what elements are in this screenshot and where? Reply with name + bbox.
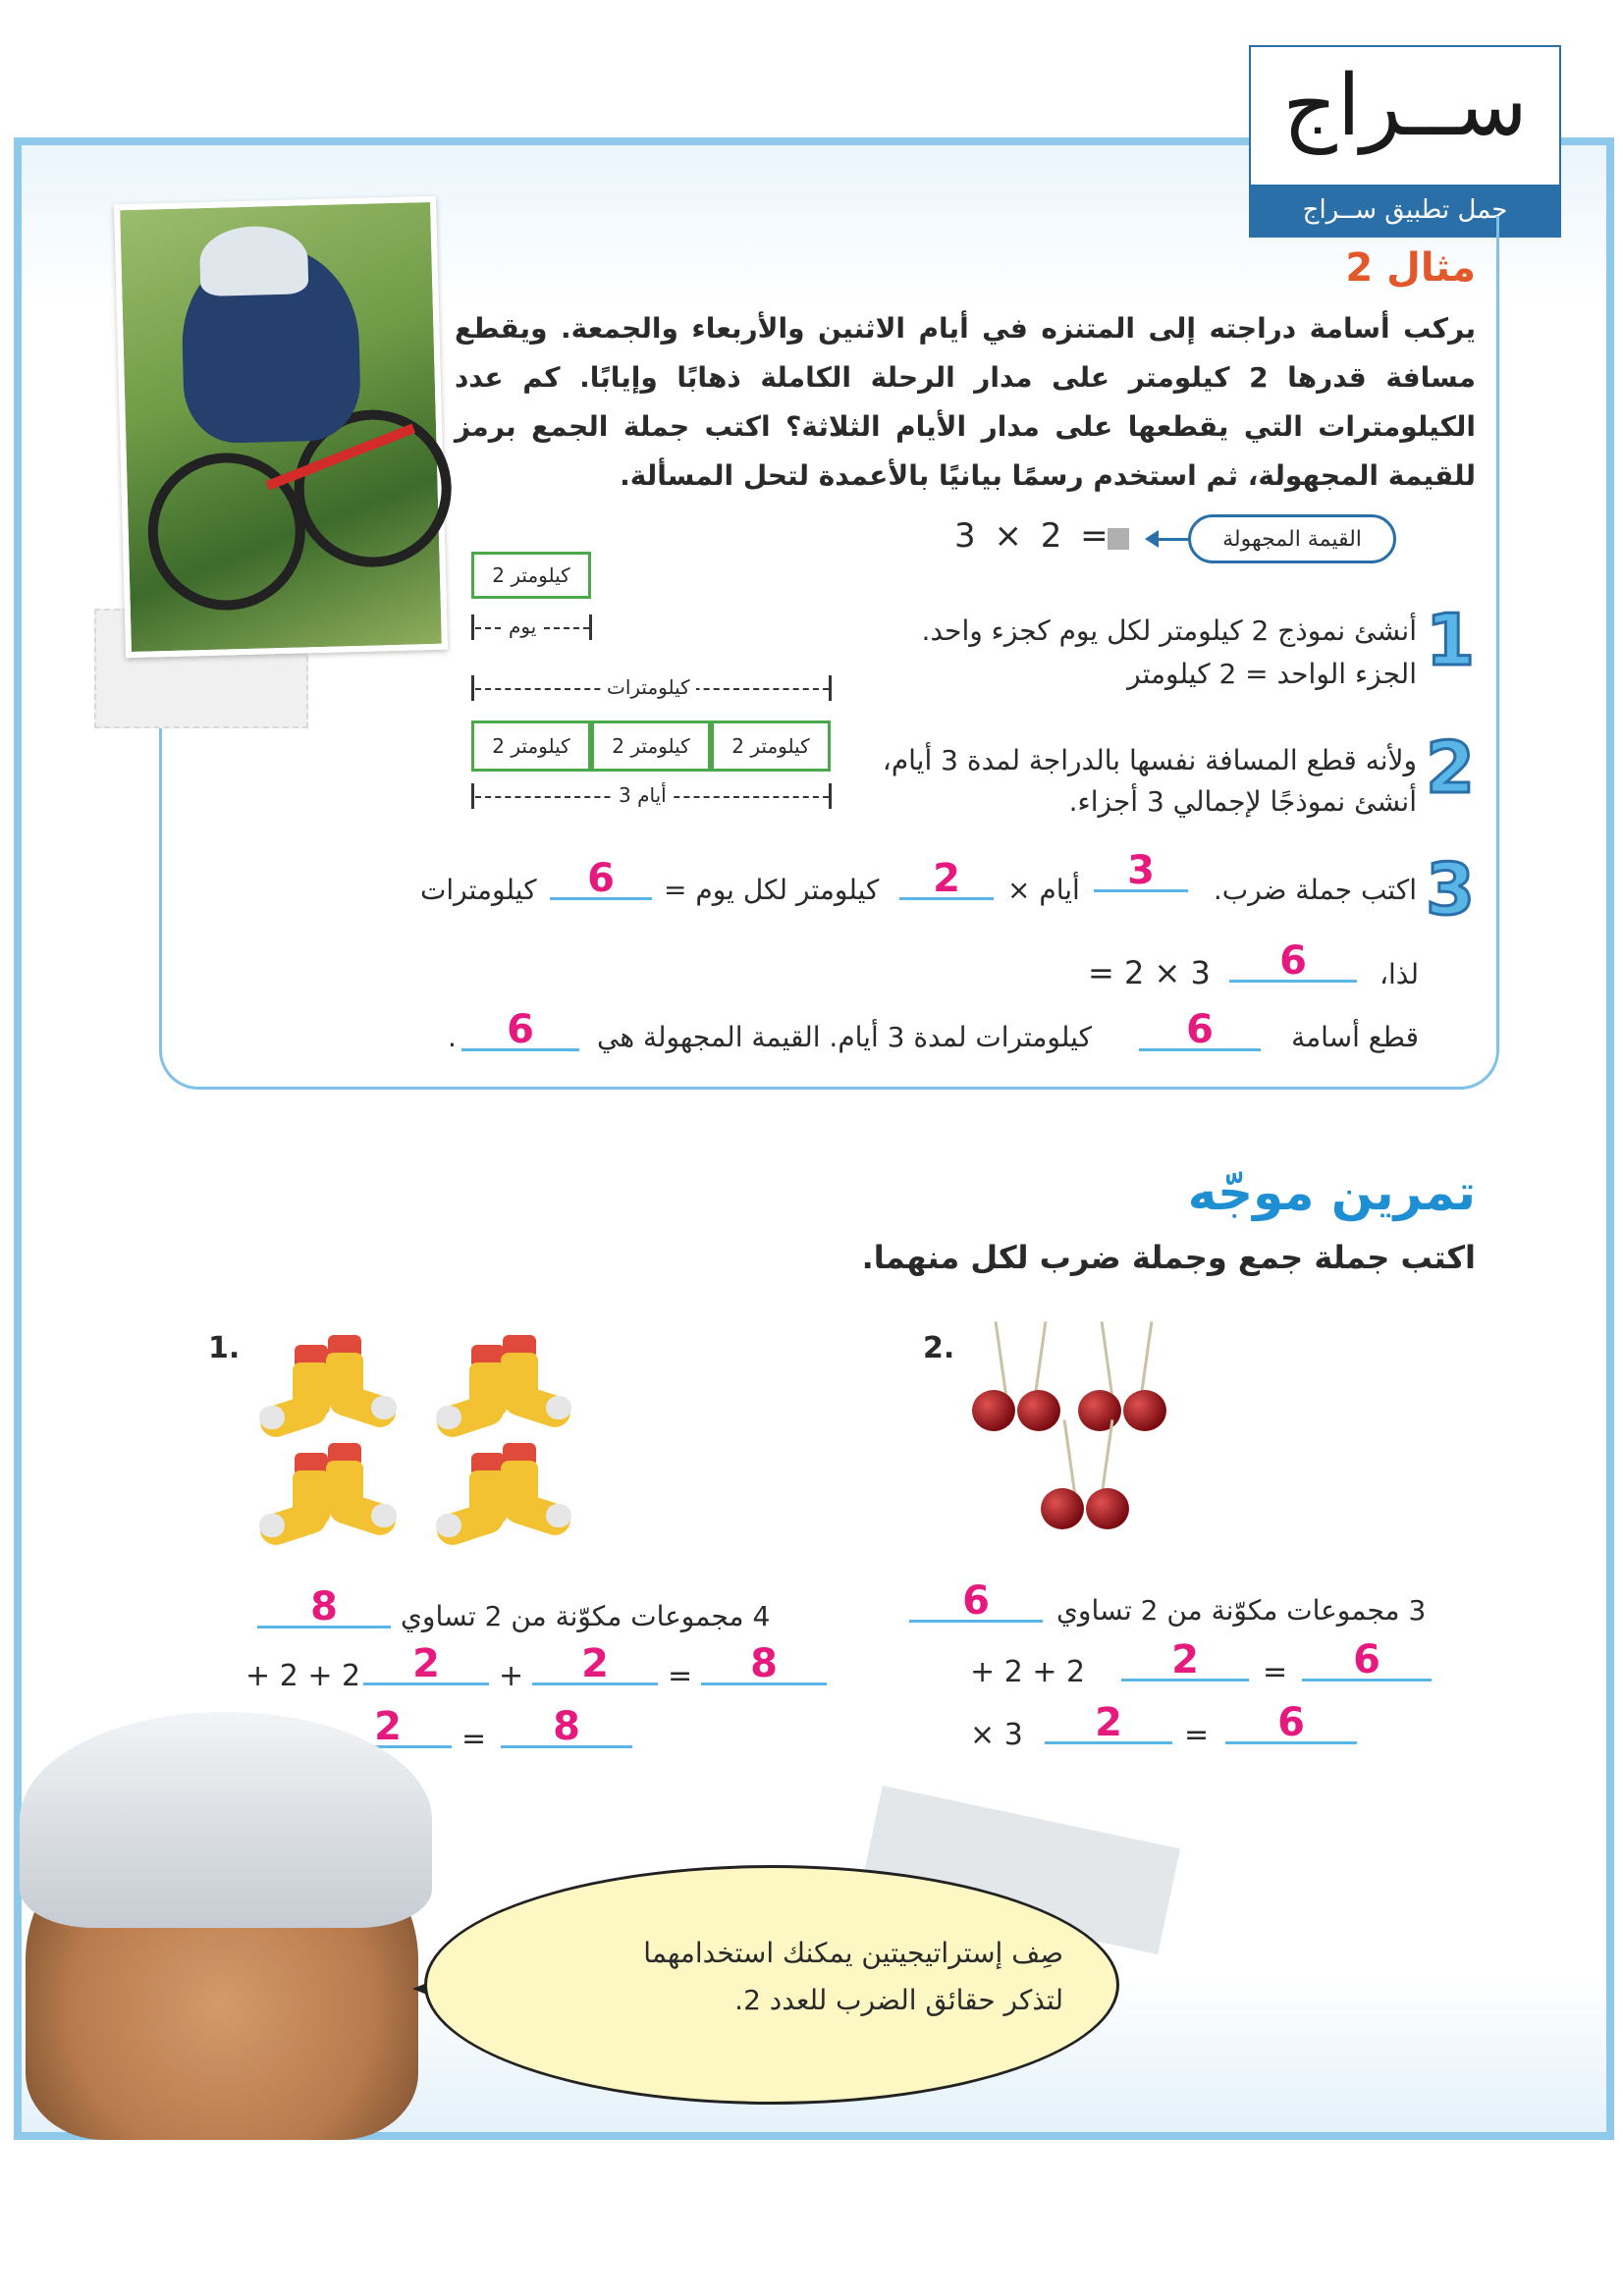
step-3-days-answer[interactable]: 3 xyxy=(1094,852,1188,892)
example-paragraph: يركب أسامة دراجته إلى المتنزه في أيام الاثنين والأربعاء والجمعة. ويقطع مسافة قدرها 2 كيلومتر على مدار الرحلة الكاملة ذهابًا وإيابًا. كم عدد الكيلومترات التي يقطعها على مدار الأيام الثلاثة؟ اكتب جملة الجمع برمز للقيمة المجهولة، ثم استخدم رسمًا بيانيًا بالأعمدة لتحل المسألة. xyxy=(455,312,1476,492)
exercise-1-mul-equals: = xyxy=(461,1722,487,1756)
exercise-1-add-sum[interactable]: 8 xyxy=(701,1645,827,1685)
sock-icon xyxy=(322,1443,401,1545)
step-3-km-answer[interactable]: 2 xyxy=(899,860,994,900)
socks-picture xyxy=(245,1335,599,1571)
exercise-2-mul-equals: = xyxy=(1184,1718,1210,1752)
final-unknown-answer[interactable]: 6 xyxy=(461,1011,579,1051)
bar-part: 2 كيلومتر xyxy=(711,721,831,772)
bar-tick xyxy=(471,675,474,701)
cherry-icon xyxy=(1086,1488,1129,1529)
step-1-line-2: الجزء الواحد = 2 كيلومتر xyxy=(1127,658,1417,690)
step-3-prefix: اكتب جملة ضرب. xyxy=(1213,874,1417,906)
logo-tagline: حمل تطبيق ســراج xyxy=(1251,185,1559,236)
step-2-number: 2 xyxy=(1426,726,1476,809)
exercise-2-add-a[interactable]: 2 xyxy=(1121,1641,1249,1682)
final-km-answer[interactable]: 6 xyxy=(1139,1011,1261,1051)
bar-tick xyxy=(471,783,474,809)
exercise-1-add-prefix: 2 + 2 + xyxy=(245,1659,361,1693)
exercise-2-groups-answer[interactable]: 6 xyxy=(909,1582,1043,1623)
exercise-1-groups-text: 4 مجموعات مكوّنة من 2 تساوي xyxy=(401,1600,771,1632)
arrow-line xyxy=(1154,538,1189,541)
step-2-line-2: أنشئ نموذجًا لإجمالي 3 أجزاء. xyxy=(1068,785,1417,818)
exercise-2-number: 2. xyxy=(923,1331,955,1365)
cherry-stem xyxy=(995,1321,1008,1398)
unknown-equation: 3 × 2 = xyxy=(954,516,1112,556)
cherry-stem xyxy=(1063,1419,1077,1496)
cherry-stem xyxy=(1101,1321,1114,1398)
exercise-1-number: 1. xyxy=(208,1331,241,1365)
step-3-days-word: أيام × xyxy=(1007,874,1080,906)
exercise-2-mul-prefix: 3 × xyxy=(970,1718,1023,1752)
girl-helmet xyxy=(20,1712,432,1928)
sock-icon xyxy=(497,1443,575,1545)
so-prefix: لذا، xyxy=(1379,958,1419,990)
exercise-1-mul-a[interactable]: 2 xyxy=(324,1708,452,1748)
bar-part: 2 كيلومتر xyxy=(591,721,711,772)
cherry-icon xyxy=(1123,1390,1166,1431)
arrow-left-icon xyxy=(1145,530,1159,548)
exercise-1-mul-answer[interactable]: 8 xyxy=(501,1708,632,1748)
cherry-icon xyxy=(972,1390,1015,1431)
siraj-logo[interactable] xyxy=(1249,45,1561,238)
bubble-line-2: لتذكر حقائق الضرب للعدد 2. xyxy=(734,1984,1063,2016)
sock-icon xyxy=(497,1335,575,1437)
cherry-icon xyxy=(1041,1488,1084,1529)
step-3-total-answer[interactable]: 6 xyxy=(550,860,652,900)
unknown-value-label: القيمة المجهولة xyxy=(1188,514,1396,563)
final-prefix: قطع أسامة xyxy=(1291,1021,1419,1053)
cherry-stem xyxy=(1034,1321,1048,1398)
frame-border-right xyxy=(1606,137,1614,2140)
exercise-1-equals: = xyxy=(668,1659,693,1693)
bar-part: 2 كيلومتر xyxy=(471,721,591,772)
days-label: 3 أيام xyxy=(613,783,673,807)
bar-tick xyxy=(829,783,832,809)
exercise-1-groups-answer[interactable]: 8 xyxy=(257,1588,391,1629)
day-label: يوم xyxy=(503,614,542,638)
exercise-1-add-b[interactable]: 2 xyxy=(532,1645,658,1685)
example-title: مثال 2 xyxy=(1345,245,1476,291)
so-answer[interactable]: 6 xyxy=(1229,942,1357,983)
exercise-2-mul-answer[interactable]: 6 xyxy=(1225,1704,1357,1744)
step-1-line-1: أنشئ نموذج 2 كيلومتر لكل يوم كجزء واحد. xyxy=(921,614,1417,647)
step-3-number: 3 xyxy=(1426,848,1476,931)
final-middle-text: كيلومترات لمدة 3 أيام. القيمة المجهولة هي xyxy=(597,1021,1092,1053)
step-2-line-1: ولأنه قطع المسافة نفسها بالدراجة لمدة 3 أيام، xyxy=(882,744,1417,776)
exercise-2-add-prefix: 2 + 2 + xyxy=(970,1655,1086,1689)
exercise-2-equals: = xyxy=(1263,1655,1288,1689)
bar-single-part: 2 كيلومتر xyxy=(471,552,591,599)
bar-tick xyxy=(471,614,474,640)
guided-practice-instruction: اكتب جملة جمع وجملة ضرب لكل منهما. xyxy=(861,1239,1476,1276)
exercise-2-mul-a[interactable]: 2 xyxy=(1045,1704,1172,1744)
step-3-suffix: كيلومترات xyxy=(420,874,537,906)
cherry-stem xyxy=(1140,1321,1154,1398)
total-label: كيلومترات xyxy=(601,675,696,699)
cherry-icon xyxy=(1017,1390,1060,1431)
sock-icon xyxy=(322,1335,401,1437)
copyright-vertical-text xyxy=(59,1217,98,1688)
bar-tick xyxy=(589,614,592,640)
so-equation: 3 × 2 = xyxy=(1088,954,1211,991)
cyclist-photo xyxy=(114,196,448,658)
exercise-1-add-a[interactable]: 2 xyxy=(363,1645,489,1685)
speech-bubble-text xyxy=(514,1930,1063,2024)
exercise-1-plus: + xyxy=(499,1659,524,1693)
final-period: . xyxy=(448,1021,457,1053)
cherries-picture xyxy=(966,1321,1221,1557)
exercise-2-groups-text: 3 مجموعات مكوّنة من 2 تساوي xyxy=(1056,1594,1427,1627)
cherry-icon xyxy=(1078,1390,1121,1431)
exercise-2-add-sum[interactable]: 6 xyxy=(1302,1641,1432,1682)
bubble-line-1: صِف إستراتيجيتين يمكنك استخدامهما xyxy=(643,1937,1063,1969)
step-3-km-word: كيلومتر لكل يوم = xyxy=(664,874,880,906)
bar-tick xyxy=(829,675,832,701)
guided-practice-title: تمرين موجّه xyxy=(1187,1164,1476,1221)
step-1-number: 1 xyxy=(1426,599,1476,681)
rider-helmet xyxy=(199,225,309,296)
logo-word: ســراج xyxy=(1282,57,1528,155)
